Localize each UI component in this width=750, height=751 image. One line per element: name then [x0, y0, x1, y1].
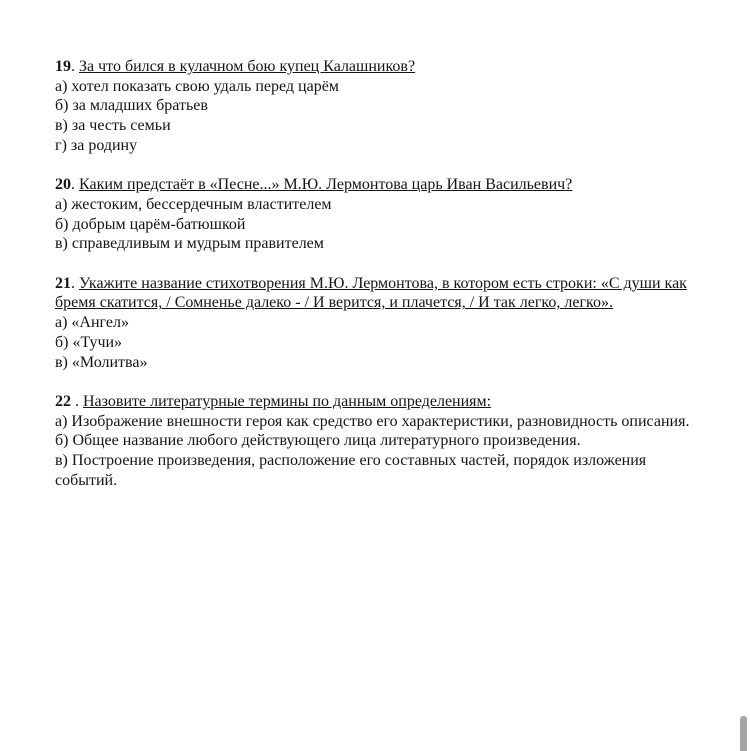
question-number: 22 — [55, 392, 71, 410]
question-19-option-v: в) за честь семьи — [55, 117, 171, 135]
question-21 — [55, 274, 712, 373]
question-number: 21 — [55, 274, 71, 292]
question-22-option-v: в) Построение произведения, расположение его составных частей, порядок изложения событий. — [55, 452, 647, 489]
question-separator: . — [71, 176, 79, 194]
question-20-heading — [55, 175, 712, 195]
question-20-option-a: а) жестоким, бессердечным властителем — [55, 195, 332, 213]
question-21-option-v: в) «Молитва» — [55, 353, 148, 371]
question-number: 19 — [55, 58, 71, 75]
question-22-title: Назовите литературные термины по данным определениям: — [83, 392, 492, 410]
question-21-option-a: а) «Ангел» — [55, 314, 129, 332]
question-19 — [55, 57, 712, 156]
question-21-option-b: б) «Тучи» — [55, 333, 123, 351]
question-number: 20 — [55, 176, 71, 194]
question-22-option-a: а) Изображение внешности героя как средство его характеристики, разновидность описания. — [55, 412, 690, 430]
question-19-option-b: б) за младших братьев — [55, 97, 208, 115]
question-separator: . — [71, 392, 83, 410]
question-20 — [55, 175, 712, 254]
question-separator: . — [71, 274, 79, 292]
question-21-heading — [55, 274, 712, 313]
question-19-heading — [55, 57, 712, 77]
quiz-document — [55, 57, 712, 490]
question-19-option-a: а) хотел показать свою удаль перед царём — [55, 77, 339, 95]
question-22 — [55, 392, 712, 491]
question-separator: . — [71, 58, 79, 75]
question-20-option-v: в) справедливым и мудрым правителем — [55, 235, 324, 253]
question-22-option-b: б) Общее название любого действующего лица литературного произведения. — [55, 432, 581, 450]
question-19-title: За что бился в кулачном бою купец Калашников? — [79, 58, 416, 75]
question-20-option-b: б) добрым царём-батюшкой — [55, 215, 246, 233]
question-20-title: Каким предстаёт в «Песне...» М.Ю. Лермонтова царь Иван Васильевич? — [79, 176, 573, 194]
question-21-title: Укажите название стихотворения М.Ю. Лермонтова, в котором есть строки: «С души как бремя скатится, / Сомненье далеко - / И верится, и плачется, / И так легко, легко». — [55, 274, 687, 312]
question-22-heading — [55, 392, 712, 412]
question-19-option-g: г) за родину — [55, 136, 138, 154]
vertical-scrollbar-thumb[interactable] — [740, 716, 747, 751]
